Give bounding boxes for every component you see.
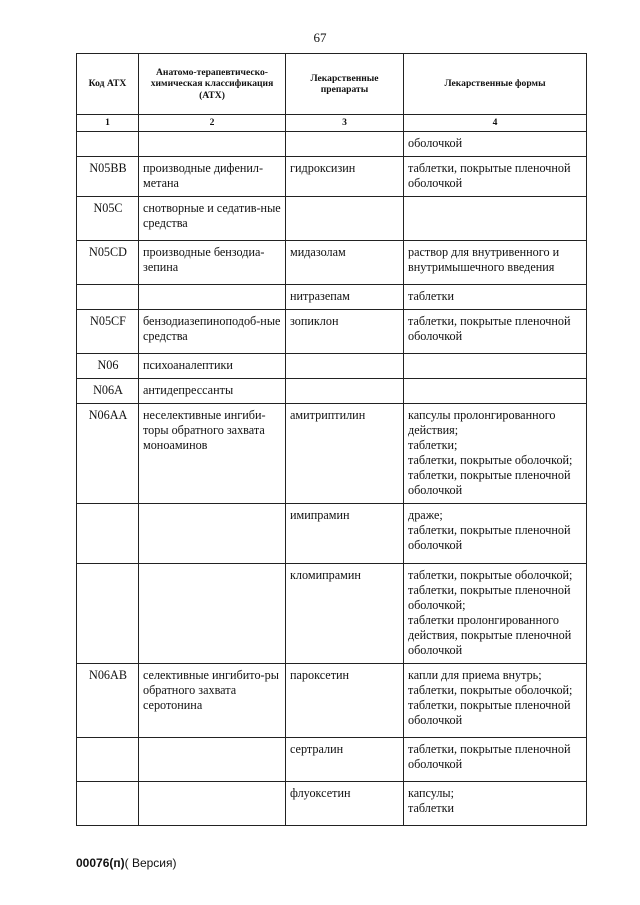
dosage-form-item: таблетки, покрытые пленочной оболочкой bbox=[408, 522, 571, 552]
drug-name-cell: мидазолам bbox=[286, 240, 404, 284]
dosage-forms-cell bbox=[404, 663, 587, 737]
classification-cell: неселективные ингиби-торы обратного захвата моноаминов bbox=[139, 403, 286, 503]
drug-name-cell: кломипрамин bbox=[286, 563, 404, 663]
dosage-form-item: раствор для внутривенного и внутримышечного введения bbox=[408, 244, 560, 274]
column-number: 3 bbox=[286, 115, 404, 132]
dosage-form-item: капли для приема внутрь; bbox=[408, 667, 542, 682]
dosage-forms-cell bbox=[404, 403, 587, 503]
atx-code-cell bbox=[77, 781, 139, 825]
drug-name-cell: гидроксизин bbox=[286, 156, 404, 196]
header-code: Код АТХ bbox=[77, 54, 139, 115]
drug-name-cell: нитразепам bbox=[286, 284, 404, 309]
table-row bbox=[77, 503, 587, 563]
dosage-forms-cell bbox=[404, 563, 587, 663]
classification-cell bbox=[139, 737, 286, 781]
column-number: 1 bbox=[77, 115, 139, 132]
drug-name-cell: пароксетин bbox=[286, 663, 404, 737]
dosage-form-item: таблетки, покрытые оболочкой; bbox=[408, 452, 573, 467]
classification-cell bbox=[139, 503, 286, 563]
footer-code: 00076(п) bbox=[76, 856, 125, 870]
drug-name-cell: имипрамин bbox=[286, 503, 404, 563]
dosage-forms-cell bbox=[404, 196, 587, 240]
dosage-form-item: таблетки bbox=[408, 800, 455, 815]
classification-cell: производные дифенил-метана bbox=[139, 156, 286, 196]
dosage-forms-cell bbox=[404, 781, 587, 825]
table-row bbox=[77, 284, 587, 309]
dosage-form-item: капсулы; bbox=[408, 785, 454, 800]
atx-code-cell: N06AA bbox=[77, 403, 139, 503]
dosage-form-item: драже; bbox=[408, 507, 443, 522]
table-header-row bbox=[77, 54, 587, 115]
dosage-forms-cell bbox=[404, 240, 587, 284]
header-classification: Анатомо-терапевтическо-химическая классификация (АТХ) bbox=[139, 54, 286, 115]
dosage-form-item: таблетки, покрытые оболочкой; bbox=[408, 682, 573, 697]
table-row bbox=[77, 781, 587, 825]
dosage-forms-cell bbox=[404, 737, 587, 781]
dosage-forms-cell bbox=[404, 131, 587, 156]
dosage-form-item: таблетки пролонгированного действия, покрытые пленочной оболочкой bbox=[408, 612, 572, 657]
drug-name-cell: сертралин bbox=[286, 737, 404, 781]
classification-cell: психоаналептики bbox=[139, 353, 286, 378]
drug-name-cell: флуоксетин bbox=[286, 781, 404, 825]
drug-name-cell bbox=[286, 196, 404, 240]
atx-table bbox=[76, 53, 587, 826]
dosage-forms-cell bbox=[404, 156, 587, 196]
column-number-row bbox=[77, 115, 587, 132]
classification-cell: селективные ингибито-ры обратного захвата серотонина bbox=[139, 663, 286, 737]
table-row bbox=[77, 309, 587, 353]
atx-code-cell: N05CF bbox=[77, 309, 139, 353]
classification-cell bbox=[139, 781, 286, 825]
atx-code-cell bbox=[77, 563, 139, 663]
table-body bbox=[77, 131, 587, 825]
dosage-form-item: таблетки bbox=[408, 288, 455, 303]
classification-cell: снотворные и седатив-ные средства bbox=[139, 196, 286, 240]
drug-name-cell: амитриптилин bbox=[286, 403, 404, 503]
atx-code-cell: N05BB bbox=[77, 156, 139, 196]
dosage-forms-cell bbox=[404, 309, 587, 353]
classification-cell: производные бензодиа-зепина bbox=[139, 240, 286, 284]
table-row bbox=[77, 353, 587, 378]
drug-name-cell bbox=[286, 131, 404, 156]
dosage-forms-cell bbox=[404, 503, 587, 563]
column-number: 2 bbox=[139, 115, 286, 132]
page-number: 67 bbox=[313, 30, 327, 45]
dosage-form-item: таблетки, покрытые пленочной оболочкой bbox=[408, 160, 571, 190]
table-row bbox=[77, 131, 587, 156]
header-drugs: Лекарственные препараты bbox=[286, 54, 404, 115]
footer-label: ( Версия) bbox=[124, 856, 177, 870]
column-number: 4 bbox=[404, 115, 587, 132]
dosage-form-item: таблетки, покрытые пленочной оболочкой bbox=[408, 741, 571, 771]
dosage-form-item: таблетки; bbox=[408, 437, 458, 452]
dosage-forms-cell bbox=[404, 284, 587, 309]
table-row bbox=[77, 403, 587, 503]
classification-cell bbox=[139, 563, 286, 663]
classification-cell bbox=[139, 131, 286, 156]
dosage-form-item: таблетки, покрытые пленочной оболочкой bbox=[408, 467, 571, 497]
drug-name-cell bbox=[286, 378, 404, 403]
atx-code-cell bbox=[77, 131, 139, 156]
dosage-form-item: таблетки, покрытые пленочной оболочкой bbox=[408, 697, 571, 727]
atx-code-cell bbox=[77, 284, 139, 309]
table-row bbox=[77, 240, 587, 284]
table-row bbox=[77, 563, 587, 663]
header-forms: Лекарственные формы bbox=[404, 54, 587, 115]
atx-code-cell bbox=[77, 503, 139, 563]
dosage-forms-cell bbox=[404, 353, 587, 378]
dosage-forms-cell bbox=[404, 378, 587, 403]
dosage-form-item: таблетки, покрытые пленочной оболочкой; bbox=[408, 582, 571, 612]
footer bbox=[76, 856, 177, 870]
classification-cell: бензодиазепиноподоб-ные средства bbox=[139, 309, 286, 353]
dosage-form-item: оболочкой bbox=[408, 135, 463, 150]
drug-name-cell bbox=[286, 353, 404, 378]
classification-cell: антидепрессанты bbox=[139, 378, 286, 403]
table-row bbox=[77, 156, 587, 196]
atx-code-cell: N05C bbox=[77, 196, 139, 240]
table-row bbox=[77, 737, 587, 781]
atx-code-cell: N06A bbox=[77, 378, 139, 403]
atx-code-cell bbox=[77, 737, 139, 781]
dosage-form-item: капсулы пролонгированного действия; bbox=[408, 407, 556, 437]
table-row bbox=[77, 196, 587, 240]
atx-code-cell: N06 bbox=[77, 353, 139, 378]
atx-code-cell: N06AB bbox=[77, 663, 139, 737]
classification-cell bbox=[139, 284, 286, 309]
dosage-form-item: таблетки, покрытые оболочкой; bbox=[408, 567, 573, 582]
table-row bbox=[77, 378, 587, 403]
drug-name-cell: зопиклон bbox=[286, 309, 404, 353]
dosage-form-item: таблетки, покрытые пленочной оболочкой bbox=[408, 313, 571, 343]
table-row bbox=[77, 663, 587, 737]
atx-code-cell: N05CD bbox=[77, 240, 139, 284]
